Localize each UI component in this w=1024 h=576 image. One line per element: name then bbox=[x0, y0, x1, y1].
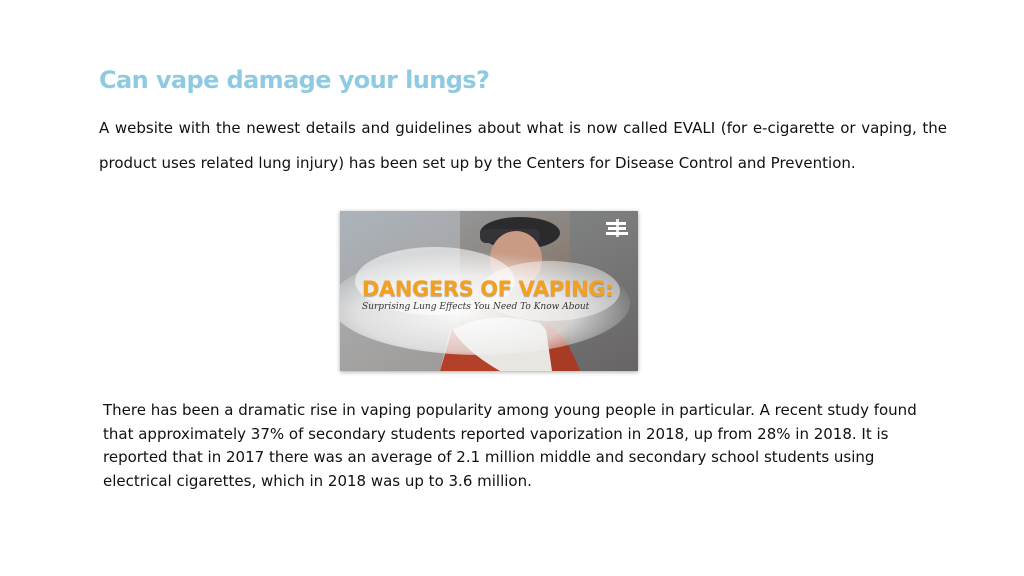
hero-headline: DANGERS OF VAPING: bbox=[362, 277, 614, 301]
intro-paragraph: A website with the newest details and guidelines about what is now called EVALI (for e-cigarette or vaping, the product uses related lung injury) has been set up by the Centers for Disease Control and Prevention. bbox=[99, 119, 947, 172]
hero-subheadline: Surprising Lung Effects You Need To Know About bbox=[362, 302, 590, 312]
vaping-hero-image bbox=[340, 211, 638, 371]
body-paragraph: There has been a dramatic rise in vaping popularity among young people in particular. A recent study found that approximately 37% of secondary students reported vaporization in 2018, up from 28% in 2018. It is reported that in 2017 there was an average of 2.1 million middle and secondary school students using electrical cigarettes, which in 2018 was up to 3.6 million. bbox=[103, 401, 917, 490]
slide-title: Can vape damage your lungs? bbox=[99, 66, 490, 94]
brand-logo-icon bbox=[604, 219, 630, 237]
